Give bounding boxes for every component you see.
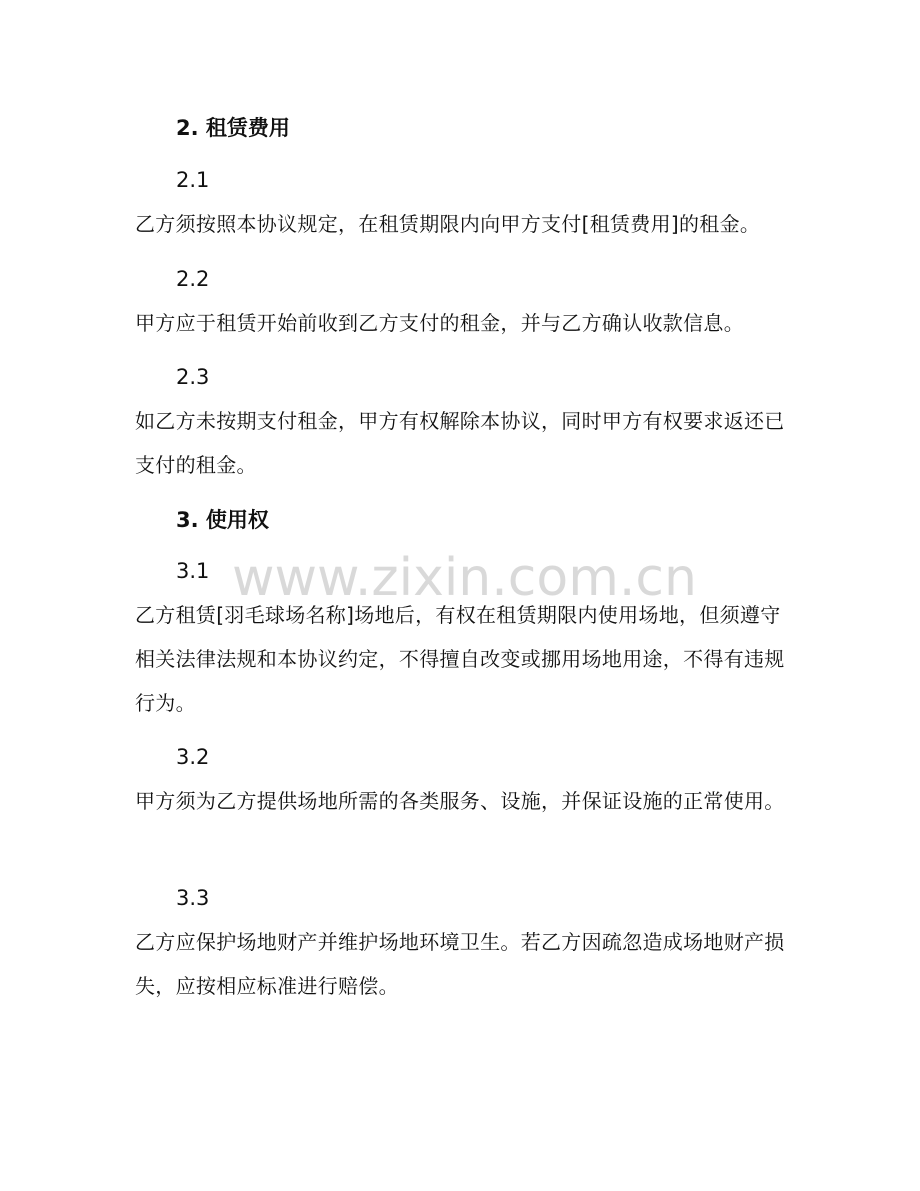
clause-2-2-text: 甲方应于租赁开始前收到乙方支付的租金，并与乙方确认收款信息。 (135, 311, 744, 335)
clause-3-2-text: 甲方须为乙方提供场地所需的各类服务、设施，并保证设施的正常使用。 (135, 789, 785, 813)
clause-2-3-number: 2.3 (176, 365, 210, 389)
watermark-text: www.zixin.com.cn (232, 548, 697, 608)
clause-2-1-number: 2.1 (176, 168, 210, 192)
clause-2-3-text: 如乙方未按期支付租金，甲方有权解除本协议，同时甲方有权要求返还已支付的租金。 (135, 409, 785, 477)
section-2-title: 2. 租赁费用 (176, 116, 290, 140)
clause-2-2-number: 2.2 (176, 267, 210, 291)
clause-3-2-number: 3.2 (176, 745, 210, 769)
clause-3-1-number: 3.1 (176, 559, 210, 583)
clause-3-1-text: 乙方租赁[羽毛球场名称]场地后，有权在租赁期限内使用场地，但须遵守相关法律法规和本协议约定，不得擅自改变或挪用场地用途，不得有违规行为。 (135, 603, 785, 715)
section-3-title: 3. 使用权 (176, 508, 269, 532)
clause-3-3-number: 3.3 (176, 886, 210, 910)
clause-2-1-text: 乙方须按照本协议规定，在租赁期限内向甲方支付[租赁费用]的租金。 (135, 212, 761, 236)
clause-3-3-text: 乙方应保护场地财产并维护场地环境卫生。若乙方因疏忽造成场地财产损失，应按相应标准进行赔偿。 (135, 930, 785, 998)
